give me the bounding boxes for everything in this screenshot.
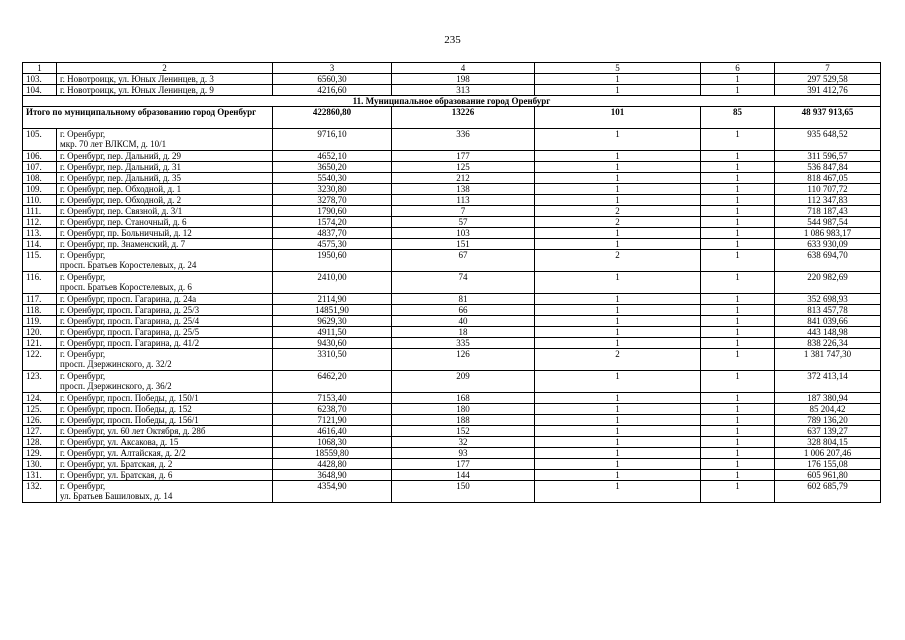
col5-cell: 1 bbox=[535, 85, 701, 96]
col6-cell: 1 bbox=[701, 470, 775, 481]
row-number: 122. bbox=[23, 349, 57, 371]
address-line: просп. Братьев Коростелевых, д. 24 bbox=[60, 260, 197, 270]
flats-cell: 209 bbox=[392, 371, 535, 393]
area-cell: 1790,60 bbox=[273, 206, 392, 217]
row-number: 118. bbox=[23, 305, 57, 316]
address-cell bbox=[57, 415, 273, 426]
cost-cell: 935 648,52 bbox=[775, 129, 881, 151]
address-cell bbox=[57, 151, 273, 162]
flats-cell: 188 bbox=[392, 415, 535, 426]
address-cell bbox=[57, 206, 273, 217]
address-cell bbox=[57, 74, 273, 85]
column-number: 5 bbox=[535, 63, 701, 74]
total-label: Итого по муниципальному образованию город Оренбург bbox=[23, 107, 273, 129]
col6-cell: 1 bbox=[701, 349, 775, 371]
col5-cell: 2 bbox=[535, 349, 701, 371]
col5-cell: 1 bbox=[535, 404, 701, 415]
address-line: г. Оренбург, bbox=[60, 481, 106, 491]
column-number: 4 bbox=[392, 63, 535, 74]
area-cell: 7153,40 bbox=[273, 393, 392, 404]
row-number: 129. bbox=[23, 448, 57, 459]
area-cell: 1950,60 bbox=[273, 250, 392, 272]
col5-cell: 1 bbox=[535, 195, 701, 206]
col6-cell: 1 bbox=[701, 437, 775, 448]
col6-cell: 1 bbox=[701, 228, 775, 239]
address-cell bbox=[57, 228, 273, 239]
address-cell bbox=[57, 184, 273, 195]
area-cell: 9629,30 bbox=[273, 316, 392, 327]
flats-cell: 168 bbox=[392, 393, 535, 404]
address-line: г. Новотроицк, ул. Юных Ленинцев, д. 9 bbox=[60, 85, 214, 95]
address-line: г. Оренбург, ул. Алтайская, д. 2/2 bbox=[60, 448, 186, 458]
area-cell: 4911,50 bbox=[273, 327, 392, 338]
flats-cell: 138 bbox=[392, 184, 535, 195]
area-cell: 3648,90 bbox=[273, 470, 392, 481]
column-number: 2 bbox=[57, 63, 273, 74]
col6-cell: 1 bbox=[701, 371, 775, 393]
table-row bbox=[23, 415, 881, 426]
area-cell: 3230,80 bbox=[273, 184, 392, 195]
cost-cell: 841 039,66 bbox=[775, 316, 881, 327]
row-number: 115. bbox=[23, 250, 57, 272]
col5-cell: 1 bbox=[535, 338, 701, 349]
flats-cell: 126 bbox=[392, 349, 535, 371]
col6-cell: 1 bbox=[701, 316, 775, 327]
col5-cell: 1 bbox=[535, 239, 701, 250]
col5-cell: 2 bbox=[535, 206, 701, 217]
cost-cell: 85 204,42 bbox=[775, 404, 881, 415]
page-number: 235 bbox=[444, 34, 461, 46]
col6-cell: 1 bbox=[701, 272, 775, 294]
row-number: 124. bbox=[23, 393, 57, 404]
address-cell bbox=[57, 294, 273, 305]
col5-cell: 1 bbox=[535, 228, 701, 239]
address-line: г. Оренбург, просп. Гагарина, д. 25/5 bbox=[60, 327, 200, 337]
address-line: г. Оренбург, пер. Дальний, д. 35 bbox=[60, 173, 182, 183]
flats-cell: 177 bbox=[392, 151, 535, 162]
table-row bbox=[23, 470, 881, 481]
col5-cell: 1 bbox=[535, 162, 701, 173]
address-cell bbox=[57, 195, 273, 206]
flats-cell: 336 bbox=[392, 129, 535, 151]
address-line: г. Оренбург, пер. Обходной, д. 2 bbox=[60, 195, 182, 205]
flats-cell: 150 bbox=[392, 481, 535, 503]
col6-cell: 1 bbox=[701, 404, 775, 415]
row-number: 110. bbox=[23, 195, 57, 206]
cost-cell: 813 457,78 bbox=[775, 305, 881, 316]
table-row bbox=[23, 404, 881, 415]
section-title: 11. Муниципальное образование город Оренбург bbox=[23, 96, 881, 107]
address-line: г. Оренбург, ул. Братская, д. 6 bbox=[60, 470, 173, 480]
cost-cell: 443 148,98 bbox=[775, 327, 881, 338]
flats-cell: 152 bbox=[392, 426, 535, 437]
row-number: 104. bbox=[23, 85, 57, 96]
cost-cell: 637 139,27 bbox=[775, 426, 881, 437]
cost-cell: 718 187,43 bbox=[775, 206, 881, 217]
cost-cell: 1 006 207,46 bbox=[775, 448, 881, 459]
col6-cell: 1 bbox=[701, 162, 775, 173]
cost-cell: 633 930,09 bbox=[775, 239, 881, 250]
address-cell bbox=[57, 272, 273, 294]
table-row bbox=[23, 184, 881, 195]
address-line: ул. Братьев Башиловых, д. 14 bbox=[60, 491, 173, 501]
area-cell: 6560,30 bbox=[273, 74, 392, 85]
area-cell: 9430,60 bbox=[273, 338, 392, 349]
column-number: 1 bbox=[23, 63, 57, 74]
cost-cell: 176 155,08 bbox=[775, 459, 881, 470]
col6-cell: 1 bbox=[701, 338, 775, 349]
flats-cell: 335 bbox=[392, 338, 535, 349]
address-line: г. Оренбург, пер. Станочный, д. 6 bbox=[60, 217, 187, 227]
area-cell: 4428,80 bbox=[273, 459, 392, 470]
row-number: 114. bbox=[23, 239, 57, 250]
address-line: г. Оренбург, просп. Победы, д. 150/1 bbox=[60, 393, 199, 403]
table-row bbox=[23, 151, 881, 162]
address-line: г. Оренбург, просп. Гагарина, д. 25/4 bbox=[60, 316, 200, 326]
flats-cell: 113 bbox=[392, 195, 535, 206]
column-number-row bbox=[23, 63, 881, 74]
address-cell bbox=[57, 371, 273, 393]
col5-cell: 1 bbox=[535, 393, 701, 404]
col5-cell: 1 bbox=[535, 184, 701, 195]
table-row bbox=[23, 349, 881, 371]
col5-cell: 1 bbox=[535, 173, 701, 184]
address-cell bbox=[57, 305, 273, 316]
address-line: г. Оренбург, просп. Победы, д. 152 bbox=[60, 404, 192, 414]
section-row bbox=[23, 96, 881, 107]
col6-cell: 1 bbox=[701, 426, 775, 437]
area-cell: 9716,10 bbox=[273, 129, 392, 151]
address-cell bbox=[57, 239, 273, 250]
col6-cell: 1 bbox=[701, 239, 775, 250]
address-line: просп. Дзержинского, д. 36/2 bbox=[60, 381, 172, 391]
row-number: 108. bbox=[23, 173, 57, 184]
row-number: 111. bbox=[23, 206, 57, 217]
cost-cell: 352 698,93 bbox=[775, 294, 881, 305]
cost-cell: 112 347,83 bbox=[775, 195, 881, 206]
col6-cell: 1 bbox=[701, 393, 775, 404]
row-number: 121. bbox=[23, 338, 57, 349]
cost-cell: 536 847,84 bbox=[775, 162, 881, 173]
table-row bbox=[23, 250, 881, 272]
cost-cell: 372 413,14 bbox=[775, 371, 881, 393]
address-line: г. Оренбург, пер. Дальний, д. 31 bbox=[60, 162, 182, 172]
address-line: г. Оренбург, bbox=[60, 371, 106, 381]
col5-cell: 1 bbox=[535, 448, 701, 459]
col6-cell: 1 bbox=[701, 184, 775, 195]
table-row bbox=[23, 481, 881, 503]
table-row bbox=[23, 162, 881, 173]
address-line: г. Оренбург, просп. Гагарина, д. 25/3 bbox=[60, 305, 200, 315]
col5-cell: 1 bbox=[535, 294, 701, 305]
flats-cell: 151 bbox=[392, 239, 535, 250]
area-cell: 2114,90 bbox=[273, 294, 392, 305]
address-line: г. Оренбург, bbox=[60, 129, 106, 139]
flats-cell: 198 bbox=[392, 74, 535, 85]
flats-cell: 313 bbox=[392, 85, 535, 96]
flats-cell: 7 bbox=[392, 206, 535, 217]
table-row bbox=[23, 272, 881, 294]
table-body bbox=[23, 63, 881, 503]
table-row bbox=[23, 228, 881, 239]
address-cell bbox=[57, 129, 273, 151]
address-cell bbox=[57, 459, 273, 470]
address-line: г. Оренбург, ул. Аксакова, д. 15 bbox=[60, 437, 179, 447]
col5-cell: 1 bbox=[535, 426, 701, 437]
col6-cell: 1 bbox=[701, 459, 775, 470]
flats-cell: 67 bbox=[392, 250, 535, 272]
table-row bbox=[23, 371, 881, 393]
table-row bbox=[23, 206, 881, 217]
address-cell bbox=[57, 349, 273, 371]
flats-cell: 18 bbox=[392, 327, 535, 338]
row-number: 119. bbox=[23, 316, 57, 327]
col5-cell: 2 bbox=[535, 217, 701, 228]
flats-cell: 93 bbox=[392, 448, 535, 459]
col5-cell: 1 bbox=[535, 470, 701, 481]
address-cell bbox=[57, 404, 273, 415]
cost-cell: 818 467,05 bbox=[775, 173, 881, 184]
row-number: 105. bbox=[23, 129, 57, 151]
col6-cell: 1 bbox=[701, 217, 775, 228]
total-area: 422860,80 bbox=[273, 107, 392, 129]
cost-cell: 638 694,70 bbox=[775, 250, 881, 272]
address-line: мкр. 70 лет ВЛКСМ, д. 10/1 bbox=[60, 139, 167, 149]
table-row bbox=[23, 294, 881, 305]
area-cell: 14851,90 bbox=[273, 305, 392, 316]
cost-cell: 602 685,79 bbox=[775, 481, 881, 503]
table-row bbox=[23, 448, 881, 459]
address-cell bbox=[57, 448, 273, 459]
table-row bbox=[23, 74, 881, 85]
area-cell: 4652,10 bbox=[273, 151, 392, 162]
table-row bbox=[23, 437, 881, 448]
flats-cell: 177 bbox=[392, 459, 535, 470]
area-cell: 4216,60 bbox=[273, 85, 392, 96]
cost-cell: 311 596,57 bbox=[775, 151, 881, 162]
total-col5: 101 bbox=[535, 107, 701, 129]
address-line: г. Оренбург, пер. Связной, д. 3/1 bbox=[60, 206, 183, 216]
col6-cell: 1 bbox=[701, 129, 775, 151]
address-line: г. Оренбург, пер. Дальний, д. 29 bbox=[60, 151, 182, 161]
col5-cell: 1 bbox=[535, 371, 701, 393]
col5-cell: 1 bbox=[535, 305, 701, 316]
col6-cell: 1 bbox=[701, 327, 775, 338]
table-row bbox=[23, 459, 881, 470]
col6-cell: 1 bbox=[701, 74, 775, 85]
flats-cell: 66 bbox=[392, 305, 535, 316]
row-number: 113. bbox=[23, 228, 57, 239]
column-number: 7 bbox=[775, 63, 881, 74]
cost-cell: 187 380,94 bbox=[775, 393, 881, 404]
area-cell: 4575,30 bbox=[273, 239, 392, 250]
area-cell: 6238,70 bbox=[273, 404, 392, 415]
col5-cell: 1 bbox=[535, 74, 701, 85]
col5-cell: 1 bbox=[535, 316, 701, 327]
table-row bbox=[23, 305, 881, 316]
address-cell bbox=[57, 393, 273, 404]
flats-cell: 125 bbox=[392, 162, 535, 173]
area-cell: 4837,70 bbox=[273, 228, 392, 239]
flats-cell: 103 bbox=[392, 228, 535, 239]
address-cell bbox=[57, 316, 273, 327]
address-line: г. Оренбург, пр. Знаменский, д. 7 bbox=[60, 239, 186, 249]
address-cell bbox=[57, 250, 273, 272]
address-line: г. Оренбург, просп. Гагарина, д. 24а bbox=[60, 294, 197, 304]
cost-cell: 1 086 983,17 bbox=[775, 228, 881, 239]
row-number: 112. bbox=[23, 217, 57, 228]
address-line: г. Оренбург, пр. Больничный, д. 12 bbox=[60, 228, 192, 238]
col6-cell: 1 bbox=[701, 481, 775, 503]
row-number: 127. bbox=[23, 426, 57, 437]
column-number: 6 bbox=[701, 63, 775, 74]
row-number: 107. bbox=[23, 162, 57, 173]
col6-cell: 1 bbox=[701, 206, 775, 217]
table-row bbox=[23, 393, 881, 404]
area-cell: 3278,70 bbox=[273, 195, 392, 206]
address-cell bbox=[57, 327, 273, 338]
total-col6: 85 bbox=[701, 107, 775, 129]
row-number: 128. bbox=[23, 437, 57, 448]
table-row bbox=[23, 129, 881, 151]
area-cell: 3310,50 bbox=[273, 349, 392, 371]
address-line: просп. Братьев Коростелевых, д. 6 bbox=[60, 282, 192, 292]
row-number: 103. bbox=[23, 74, 57, 85]
table-row bbox=[23, 338, 881, 349]
table-row bbox=[23, 327, 881, 338]
row-number: 131. bbox=[23, 470, 57, 481]
area-cell: 3650,20 bbox=[273, 162, 392, 173]
total-row bbox=[23, 107, 881, 129]
address-line: г. Оренбург, пер. Обходной, д. 1 bbox=[60, 184, 182, 194]
cost-cell: 220 982,69 bbox=[775, 272, 881, 294]
col5-cell: 1 bbox=[535, 481, 701, 503]
row-number: 132. bbox=[23, 481, 57, 503]
col6-cell: 1 bbox=[701, 250, 775, 272]
col6-cell: 1 bbox=[701, 151, 775, 162]
table-row bbox=[23, 195, 881, 206]
cost-cell: 789 136,20 bbox=[775, 415, 881, 426]
table-row bbox=[23, 217, 881, 228]
column-number: 3 bbox=[273, 63, 392, 74]
cost-cell: 605 961,80 bbox=[775, 470, 881, 481]
area-cell: 18559,80 bbox=[273, 448, 392, 459]
address-cell bbox=[57, 481, 273, 503]
address-cell bbox=[57, 217, 273, 228]
address-cell bbox=[57, 437, 273, 448]
table-row bbox=[23, 316, 881, 327]
col5-cell: 1 bbox=[535, 272, 701, 294]
address-cell bbox=[57, 85, 273, 96]
flats-cell: 40 bbox=[392, 316, 535, 327]
flats-cell: 212 bbox=[392, 173, 535, 184]
row-number: 109. bbox=[23, 184, 57, 195]
col5-cell: 1 bbox=[535, 459, 701, 470]
row-number: 120. bbox=[23, 327, 57, 338]
address-line: г. Оренбург, ул. 60 лет Октября, д. 28б bbox=[60, 426, 206, 436]
flats-cell: 74 bbox=[392, 272, 535, 294]
col5-cell: 2 bbox=[535, 250, 701, 272]
col6-cell: 1 bbox=[701, 195, 775, 206]
area-cell: 7121,90 bbox=[273, 415, 392, 426]
address-line: г. Оренбург, bbox=[60, 272, 106, 282]
address-line: г. Оренбург, bbox=[60, 349, 106, 359]
row-number: 123. bbox=[23, 371, 57, 393]
col6-cell: 1 bbox=[701, 85, 775, 96]
row-number: 106. bbox=[23, 151, 57, 162]
row-number: 126. bbox=[23, 415, 57, 426]
row-number: 130. bbox=[23, 459, 57, 470]
address-line: г. Новотроицк, ул. Юных Ленинцев, д. 3 bbox=[60, 74, 214, 84]
area-cell: 6462,20 bbox=[273, 371, 392, 393]
row-number: 116. bbox=[23, 272, 57, 294]
total-flats: 13226 bbox=[392, 107, 535, 129]
col5-cell: 1 bbox=[535, 151, 701, 162]
area-cell: 5540,30 bbox=[273, 173, 392, 184]
col5-cell: 1 bbox=[535, 129, 701, 151]
area-cell: 4616,40 bbox=[273, 426, 392, 437]
flats-cell: 81 bbox=[392, 294, 535, 305]
col6-cell: 1 bbox=[701, 173, 775, 184]
address-line: г. Оренбург, ул. Братская, д. 2 bbox=[60, 459, 173, 469]
cost-cell: 838 226,34 bbox=[775, 338, 881, 349]
flats-cell: 180 bbox=[392, 404, 535, 415]
cost-cell: 297 529,58 bbox=[775, 74, 881, 85]
address-cell bbox=[57, 470, 273, 481]
total-cost: 48 937 913,65 bbox=[775, 107, 881, 129]
table-row bbox=[23, 173, 881, 184]
col5-cell: 1 bbox=[535, 437, 701, 448]
area-cell: 1068,30 bbox=[273, 437, 392, 448]
col6-cell: 1 bbox=[701, 305, 775, 316]
flats-cell: 57 bbox=[392, 217, 535, 228]
col6-cell: 1 bbox=[701, 448, 775, 459]
cost-cell: 391 412,76 bbox=[775, 85, 881, 96]
address-cell bbox=[57, 162, 273, 173]
flats-cell: 32 bbox=[392, 437, 535, 448]
address-cell bbox=[57, 338, 273, 349]
address-cell bbox=[57, 173, 273, 184]
col5-cell: 1 bbox=[535, 327, 701, 338]
area-cell: 2410,00 bbox=[273, 272, 392, 294]
table-row bbox=[23, 426, 881, 437]
cost-cell: 544 987,54 bbox=[775, 217, 881, 228]
cost-cell: 110 707,72 bbox=[775, 184, 881, 195]
area-cell: 1574,20 bbox=[273, 217, 392, 228]
col5-cell: 1 bbox=[535, 415, 701, 426]
area-cell: 4354,90 bbox=[273, 481, 392, 503]
address-line: просп. Дзержинского, д. 32/2 bbox=[60, 359, 172, 369]
row-number: 117. bbox=[23, 294, 57, 305]
address-line: г. Оренбург, просп. Гагарина, д. 41/2 bbox=[60, 338, 200, 348]
col6-cell: 1 bbox=[701, 294, 775, 305]
housing-register-table bbox=[22, 62, 881, 503]
flats-cell: 144 bbox=[392, 470, 535, 481]
address-line: г. Оренбург, bbox=[60, 250, 106, 260]
cost-cell: 1 381 747,30 bbox=[775, 349, 881, 371]
address-cell bbox=[57, 426, 273, 437]
table-row bbox=[23, 85, 881, 96]
cost-cell: 328 804,15 bbox=[775, 437, 881, 448]
address-line: г. Оренбург, просп. Победы, д. 156/1 bbox=[60, 415, 199, 425]
col6-cell: 1 bbox=[701, 415, 775, 426]
table-row bbox=[23, 239, 881, 250]
row-number: 125. bbox=[23, 404, 57, 415]
